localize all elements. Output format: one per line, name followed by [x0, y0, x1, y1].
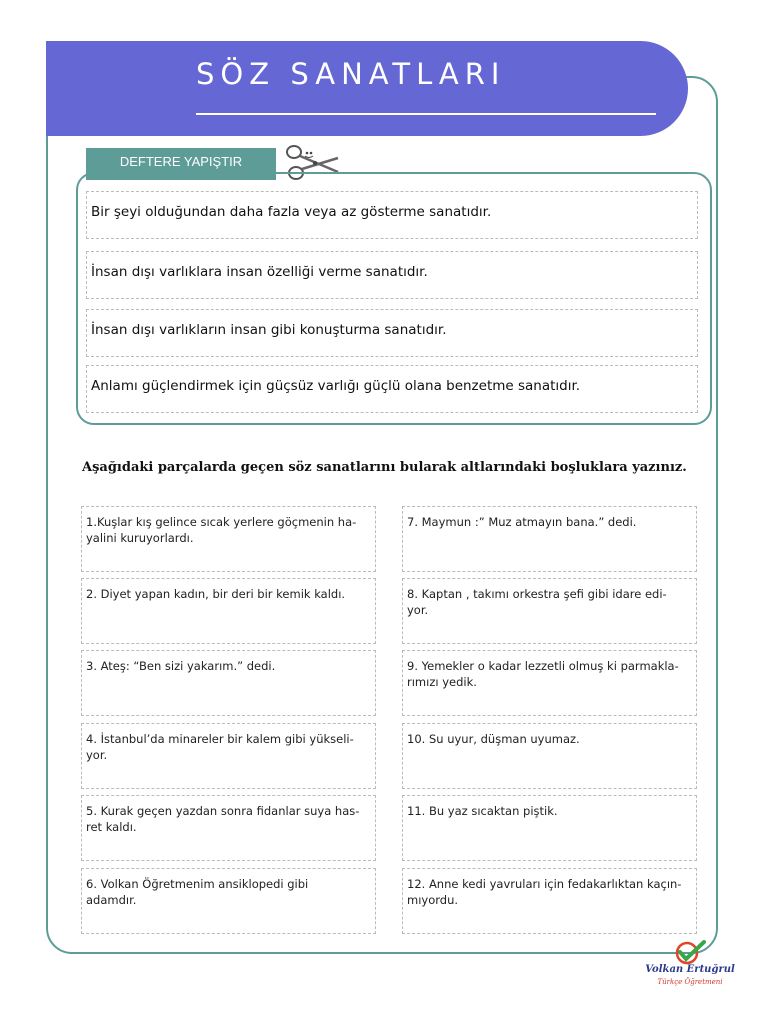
- question-box-6: 6. Volkan Öğretmenim ansiklopedi gibi adamdır.: [81, 868, 376, 934]
- deftere-yapistir-tag: DEFTERE YAPIŞTIR: [86, 148, 276, 180]
- question-box-9: 9. Yemekler o kadar lezzetli olmuş ki parmakla-rımızı yedik.: [402, 650, 697, 716]
- instructions-text: Aşağıdaki parçalarda geçen söz sanatlarını bularak altlarındaki boşluklara yazınız.: [82, 460, 687, 475]
- author-logo: [640, 938, 740, 998]
- question-box-8: 8. Kaptan , takımı orkestra şefi gibi idare edi-yor.: [402, 578, 697, 644]
- question-box-10: 10. Su uyur, düşman uyumaz.: [402, 723, 697, 789]
- question-box-1: 1.Kuşlar kış gelince sıcak yerlere göçmenin ha-yalini kuruyorlardı.: [81, 506, 376, 572]
- question-box-2: 2. Diyet yapan kadın, bir deri bir kemik kaldı.: [81, 578, 376, 644]
- definition-box-4: Anlamı güçlendirmek için güçsüz varlığı güçlü olana benzetme sanatıdır.: [86, 365, 698, 413]
- question-box-4: 4. İstanbul’da minareler bir kalem gibi yükseli-yor.: [81, 723, 376, 789]
- question-box-11: 11. Bu yaz sıcaktan piştik.: [402, 795, 697, 861]
- definition-box-1: Bir şeyi olduğundan daha fazla veya az gösterme sanatıdır.: [86, 191, 698, 239]
- logo-name: Volkan Ertuğrul: [645, 964, 735, 975]
- title-underline: [196, 113, 656, 115]
- question-box-12: 12. Anne kedi yavruları için fedakarlıktan kaçın-mıyordu.: [402, 868, 697, 934]
- question-box-7: 7. Maymun :” Muz atmayın bana.” dedi.: [402, 506, 697, 572]
- logo-subtitle: Türkçe Öğretmeni: [657, 978, 723, 986]
- question-box-5: 5. Kurak geçen yazdan sonra fidanlar suya has-ret kaldı.: [81, 795, 376, 861]
- question-box-3: 3. Ateş: “Ben sizi yakarım.” dedi.: [81, 650, 376, 716]
- definition-box-3: İnsan dışı varlıkların insan gibi konuşturma sanatıdır.: [86, 309, 698, 357]
- title-banner: [46, 41, 688, 136]
- definition-box-2: İnsan dışı varlıklara insan özelliği verme sanatıdır.: [86, 251, 698, 299]
- page-title: SÖZ SANATLARI: [196, 57, 506, 91]
- checkmark-logo-icon: [672, 940, 708, 966]
